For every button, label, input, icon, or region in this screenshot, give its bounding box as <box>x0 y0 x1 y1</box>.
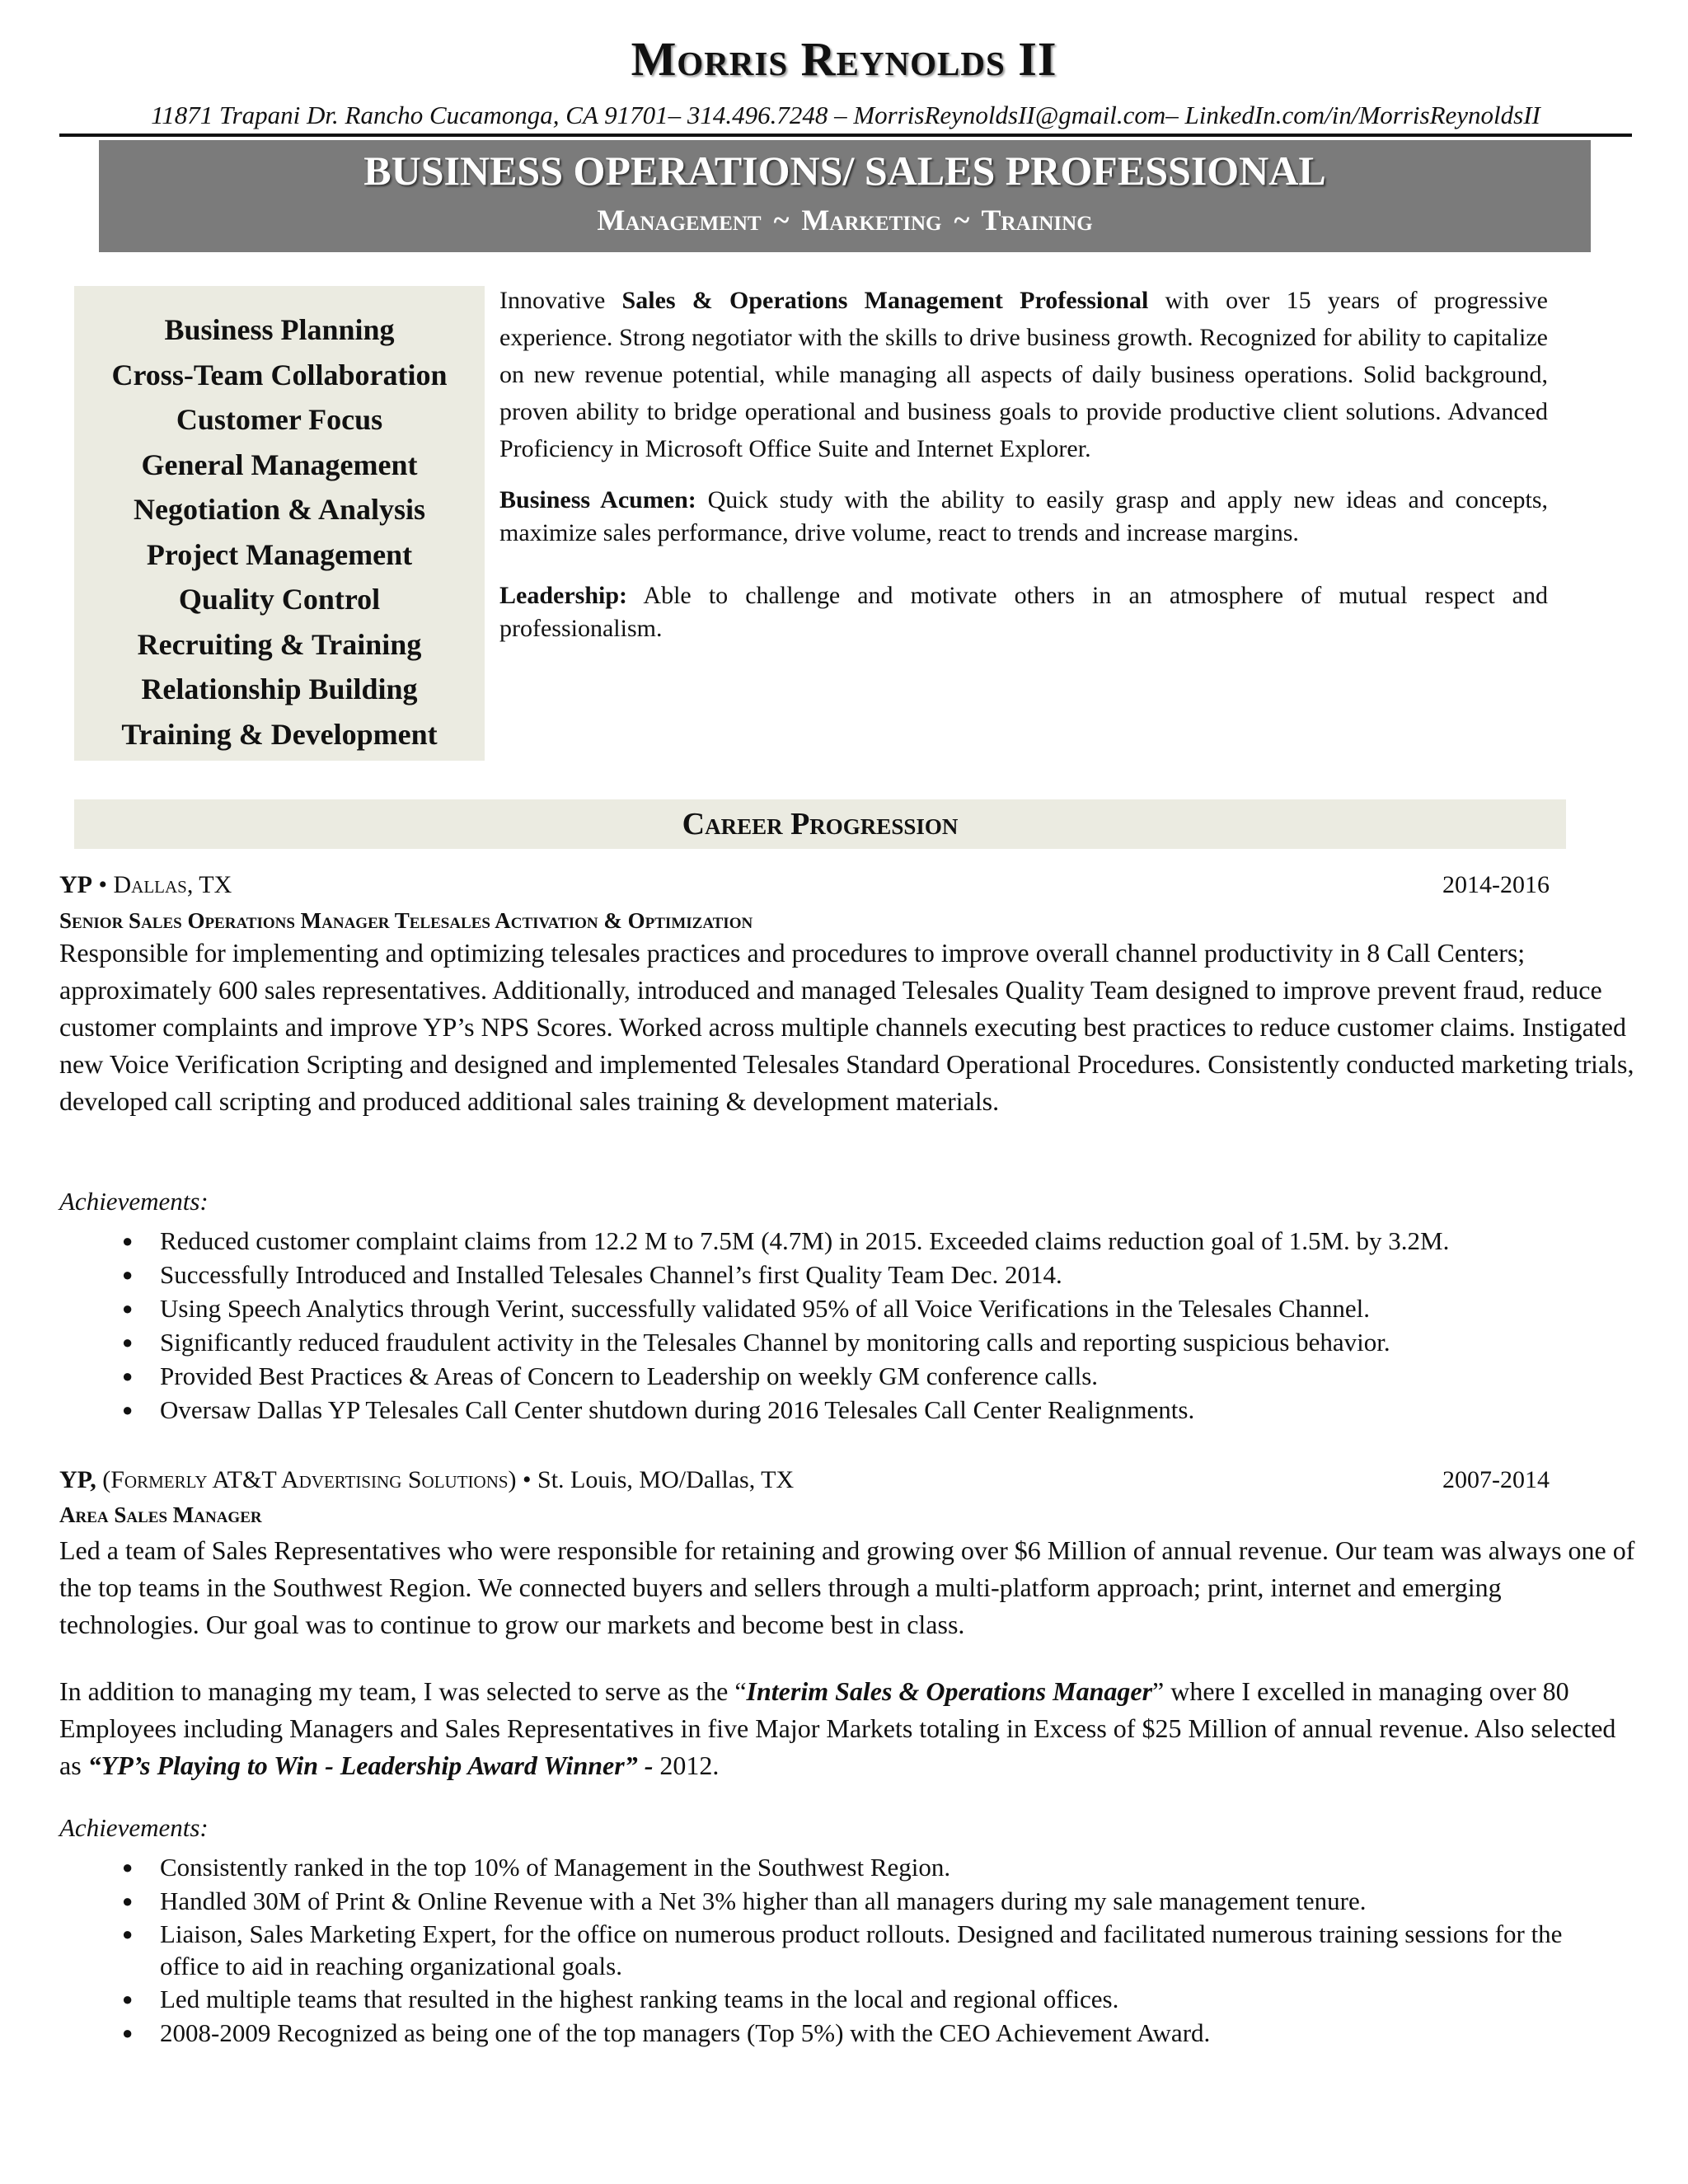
list-item: ● Led multiple teams that resulted in the highest ranking teams in the local and regional offices. <box>59 1982 1625 2016</box>
job1-description: Responsible for implementing and optimizing telesales practices and procedures to improve overall channel productivity in 8 Call Centers; approximately 600 sales representatives. Additionally, introduced and managed Telesales Quality Team designed to improve prevent fraud, reduce customer complaints and improve YP’s NPS Scores. Worked across multiple channels executing best practices to reduce customer claims. Instigated new Voice Verification Scripting and designed and implemented Telesales Standard Operational Procedures. Consistently conducted marketing trials, developed call scripting and produced additional sales training & development materials. <box>59 938 1634 1116</box>
list-item: ● Successfully Introduced and Installed Telesales Channel’s first Quality Team Dec. 2014. <box>59 1258 1625 1291</box>
list-item: ● Oversaw Dallas YP Telesales Call Center shutdown during 2016 Telesales Call Center Realignments. <box>59 1393 1625 1427</box>
job2-location: • St. Louis, MO/Dallas, TX <box>516 1466 795 1493</box>
job2-former-name: (Formerly AT&T Advertising Solutions) <box>96 1466 517 1493</box>
job2-header <box>59 1464 1550 1497</box>
job2-dates: 2007-2014 <box>1442 1466 1550 1493</box>
skill-item: Negotiation & Analysis <box>133 493 426 526</box>
title-banner <box>99 140 1591 252</box>
job2-company: YP, <box>59 1466 96 1493</box>
list-item: ● Significantly reduced fraudulent activity in the Telesales Channel by monitoring calls and reporting suspicious behavior. <box>59 1325 1625 1359</box>
list-item: ● 2008-2009 Recognized as being one of the top managers (Top 5%) with the CEO Achievement Award. <box>59 2016 1625 2050</box>
job2-achievements-label: Achievements: <box>59 1813 209 1842</box>
job1-dates: 2014-2016 <box>1442 871 1550 898</box>
professional-title: BUSINESS OPERATIONS/ SALES PROFESSIONAL <box>363 148 1326 194</box>
skill-item: Quality Control <box>178 583 381 616</box>
job2-interim-role: In addition to managing my team, I was selected to serve as the “Interim Sales & Operations Manager” where I excelled in managing over 80 Employees including Managers and Sales Representatives in five Major Markets totaling in Excess of $25 Million of annual revenue. Also selected as “YP’s Playing to Win - Leadership Award Winner” - 2012. <box>59 1676 1616 1780</box>
job1-title: Senior Sales Operations Manager Telesales Activation & Optimization <box>59 908 753 933</box>
professional-summary <box>499 282 1548 645</box>
skill-item: Relationship Building <box>141 673 418 705</box>
job2-title: Area Sales Manager <box>59 1502 262 1527</box>
job1-achievements-label: Achievements: <box>59 1187 209 1216</box>
job2-achievements-list <box>59 1850 1625 2050</box>
professional-subtitle: Management ~ Marketing ~ Training <box>597 204 1093 237</box>
job1-achievements-list <box>59 1224 1625 1427</box>
list-item: ● Handled 30M of Print & Online Revenue with a Net 3% higher than all managers during my sale management tenure. <box>59 1884 1625 1918</box>
summary-intro: Innovative Sales & Operations Management Professional with over 15 years of progressive experience. Strong negotiator with the skills to drive business growth. Recognized for ability to capitalize on new revenue potential, while managing all aspects of daily business operations. Solid background, proven ability to bridge operational and business goals to provide productive client solutions. Advanced Proficiency in Microsoft Office Suite and Internet Explorer. <box>499 287 1548 462</box>
core-skills-box <box>74 286 485 761</box>
skill-item: Project Management <box>146 537 413 571</box>
job1-company: YP <box>59 871 92 898</box>
skill-item: General Management <box>141 448 418 481</box>
list-item: ● Reduced customer complaint claims from 12.2 M to 7.5M (4.7M) in 2015. Exceeded claims reduction goal of 1.5M. by 3.2M. <box>59 1224 1625 1258</box>
skill-item: Customer Focus <box>176 403 383 436</box>
list-item: ● Liaison, Sales Marketing Expert, for the office on numerous product rollouts. Designed and facilitated numerous training sessions for the office to aid in reaching organizational goals. <box>59 1918 1625 1982</box>
list-item: ● Consistently ranked in the top 10% of Management in the Southwest Region. <box>59 1850 1625 1884</box>
job1-location: Dallas, TX <box>113 871 232 898</box>
skill-item: Cross-Team Collaboration <box>111 358 448 391</box>
contact-line: 11871 Trapani Dr. Rancho Cucamonga, CA 91701– 314.496.7248 – MorrisReynoldsII@gmail.com– LinkedIn.com/in/MorrisReynoldsII <box>59 101 1632 137</box>
summary-leadership: Leadership: Able to challenge and motivate others in an atmosphere of mutual respect and professionalism. <box>499 582 1548 642</box>
job2-description: Led a team of Sales Representatives who were responsible for retaining and growing over $6 Million of annual revenue. Our team was always one of the top teams in the Southwest Region. We connected buyers and sellers through a multi-platform approach; print, internet and emerging technologies. Our goal was to continue to grow our markets and become best in class. <box>59 1535 1635 1639</box>
list-item: ● Using Speech Analytics through Verint, successfully validated 95% of all Voice Verifications in the Telesales Channel. <box>59 1291 1625 1325</box>
career-progression-heading: Career Progression <box>74 799 1566 849</box>
list-item: ● Provided Best Practices & Areas of Concern to Leadership on weekly GM conference calls. <box>59 1359 1625 1393</box>
skill-item: Recruiting & Training <box>137 627 422 661</box>
job1-header: YP • Dallas, TX 2014-2016 <box>59 869 1550 902</box>
skill-item: Training & Development <box>121 717 438 751</box>
skill-item: Business Planning <box>164 313 395 346</box>
candidate-name: Morris Reynolds II <box>631 32 1057 86</box>
summary-business-acumen: Business Acumen: Quick study with the ability to easily grasp and apply new ideas and concepts, maximize sales performance, drive volume, react to trends and increase margins. <box>499 486 1549 546</box>
